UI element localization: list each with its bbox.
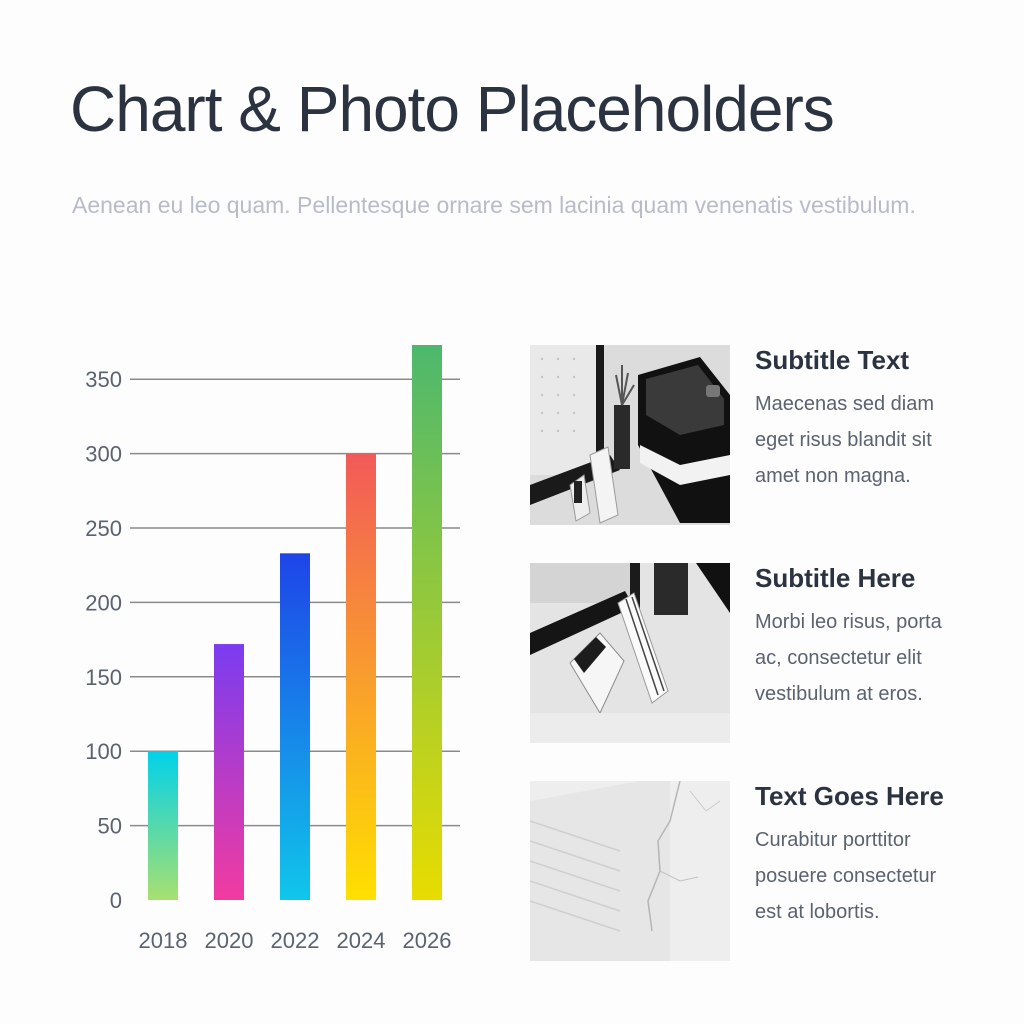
card-title: Subtitle Here [755,563,916,593]
bar-2026 [412,345,442,900]
bar-2024 [346,454,376,900]
card-title: Subtitle Text [755,345,910,375]
desk-planner-photo [530,345,730,525]
x-tick-label: 2018 [138,928,188,953]
bar-2018 [148,751,178,900]
page-subtitle: Aenean eu leo quam. Pellentesque ornare sem lacinia quam venenatis vestibulum. [72,192,916,218]
y-tick-label: 100 [85,739,122,765]
desk-pen-holder-photo [530,563,730,743]
y-tick-label: 300 [85,441,122,467]
card-body: Maecenas sed diam eget risus blandit sit amet non magna. [755,393,934,487]
y-tick-label: 50 [97,813,122,839]
feature-card-2 [530,563,970,745]
bar-2022 [280,553,310,900]
y-tick-label: 250 [85,516,122,542]
marble-paper-photo [530,781,730,961]
y-tick-label: 150 [85,664,122,690]
bar-2020 [214,644,244,900]
y-tick-label: 350 [85,367,122,393]
feature-card-3 [530,781,970,963]
x-tick-label: 2024 [336,928,386,953]
x-tick-label: 2022 [270,928,320,953]
feature-card-1 [530,345,970,527]
page-title: Chart & Photo Placeholders [70,73,834,145]
y-tick-label: 200 [85,590,122,616]
card-body: Morbi leo risus, porta ac, consectetur elit vestibulum at eros. [755,611,942,705]
x-tick-label: 2020 [204,928,254,953]
bar-chart [60,330,480,970]
y-tick-label: 0 [109,888,122,913]
x-tick-label: 2026 [402,928,452,953]
card-title: Text Goes Here [755,781,944,811]
card-body: Curabitur porttitor posuere consectetur est at lobortis. [755,829,937,923]
